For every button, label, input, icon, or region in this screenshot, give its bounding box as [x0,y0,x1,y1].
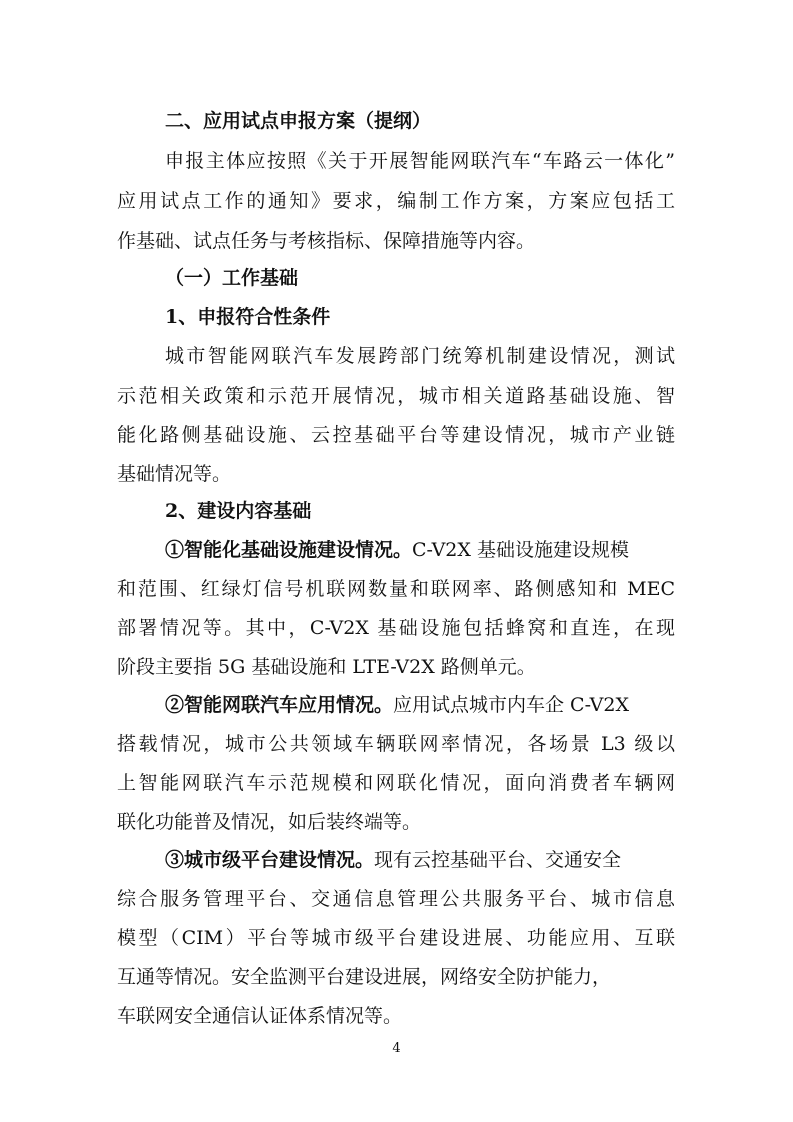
para-2-line-2: 搭载情况，城市公共领域车辆联网率情况，各场景 L3 级以 [117,733,675,755]
para-1-first-line [165,536,629,564]
para-2-line-4: 联化功能普及情况，如后装终端等。 [117,811,422,833]
para-2-lead: ②智能网联汽车应用情况。 [165,694,394,716]
section-heading: 二、应用试点申报方案（提纲） [165,110,432,132]
para-3-line-5: 车联网安全通信认证体系情况等。 [117,1005,403,1027]
item-1-line-2: 示范相关政策和示范开展情况，城市相关道路基础设施、智 [117,385,675,407]
para-3-line-4: 互通等情况。安全监测平台建设进展，网络安全防护能力， [117,966,612,988]
para-3-first-line [165,846,621,874]
para-3-lead: ③城市级平台建设情况。 [165,849,375,871]
intro-line-1: 申报主体应按照《关于开展智能网联汽车“车路云一体化” [165,150,675,172]
para-2-line-3: 上智能网联汽车示范规模和网联化情况，面向消费者车辆网 [117,772,675,794]
page-number: 4 [392,1041,401,1056]
intro-line-3: 作基础、试点任务与考核指标、保障措施等内容。 [117,230,536,252]
item-2-heading: 2、建设内容基础 [165,500,312,522]
para-1-text: C-V2X 基础设施建设规模 [412,539,629,561]
para-1-lead: ①智能化基础设施建设情况。 [165,539,413,561]
para-1-line-3: 部署情况等。其中，C-V2X 基础设施包括蜂窝和直连，在现 [117,617,675,639]
subsection-heading: （一）工作基础 [165,267,299,289]
para-2-text: 应用试点城市内车企 C-V2X [393,694,629,716]
para-3-line-3: 模型（CIM）平台等城市级平台建设进展、功能应用、互联 [117,927,675,949]
item-1-line-4: 基础情况等。 [117,463,232,485]
item-1-heading: 1、申报符合性条件 [165,306,331,328]
intro-line-2: 应用试点工作的通知》要求，编制工作方案，方案应包括工 [117,190,675,212]
para-3-line-2: 综合服务管理平台、交通信息管理公共服务平台、城市信息 [117,888,675,910]
para-1-line-2: 和范围、红绿灯信号机联网数量和联网率、路侧感知和 MEC [117,578,675,600]
para-1-line-4: 阶段主要指 5G 基础设施和 LTE-V2X 路侧单元。 [117,656,536,678]
para-2-first-line [165,691,629,719]
item-1-line-3: 能化路侧基础设施、云控基础平台等建设情况，城市产业链 [117,424,675,446]
para-3-text: 现有云控基础平台、交通安全 [374,849,622,871]
item-1-line-1: 城市智能网联汽车发展跨部门统筹机制建设情况，测试 [165,345,675,367]
